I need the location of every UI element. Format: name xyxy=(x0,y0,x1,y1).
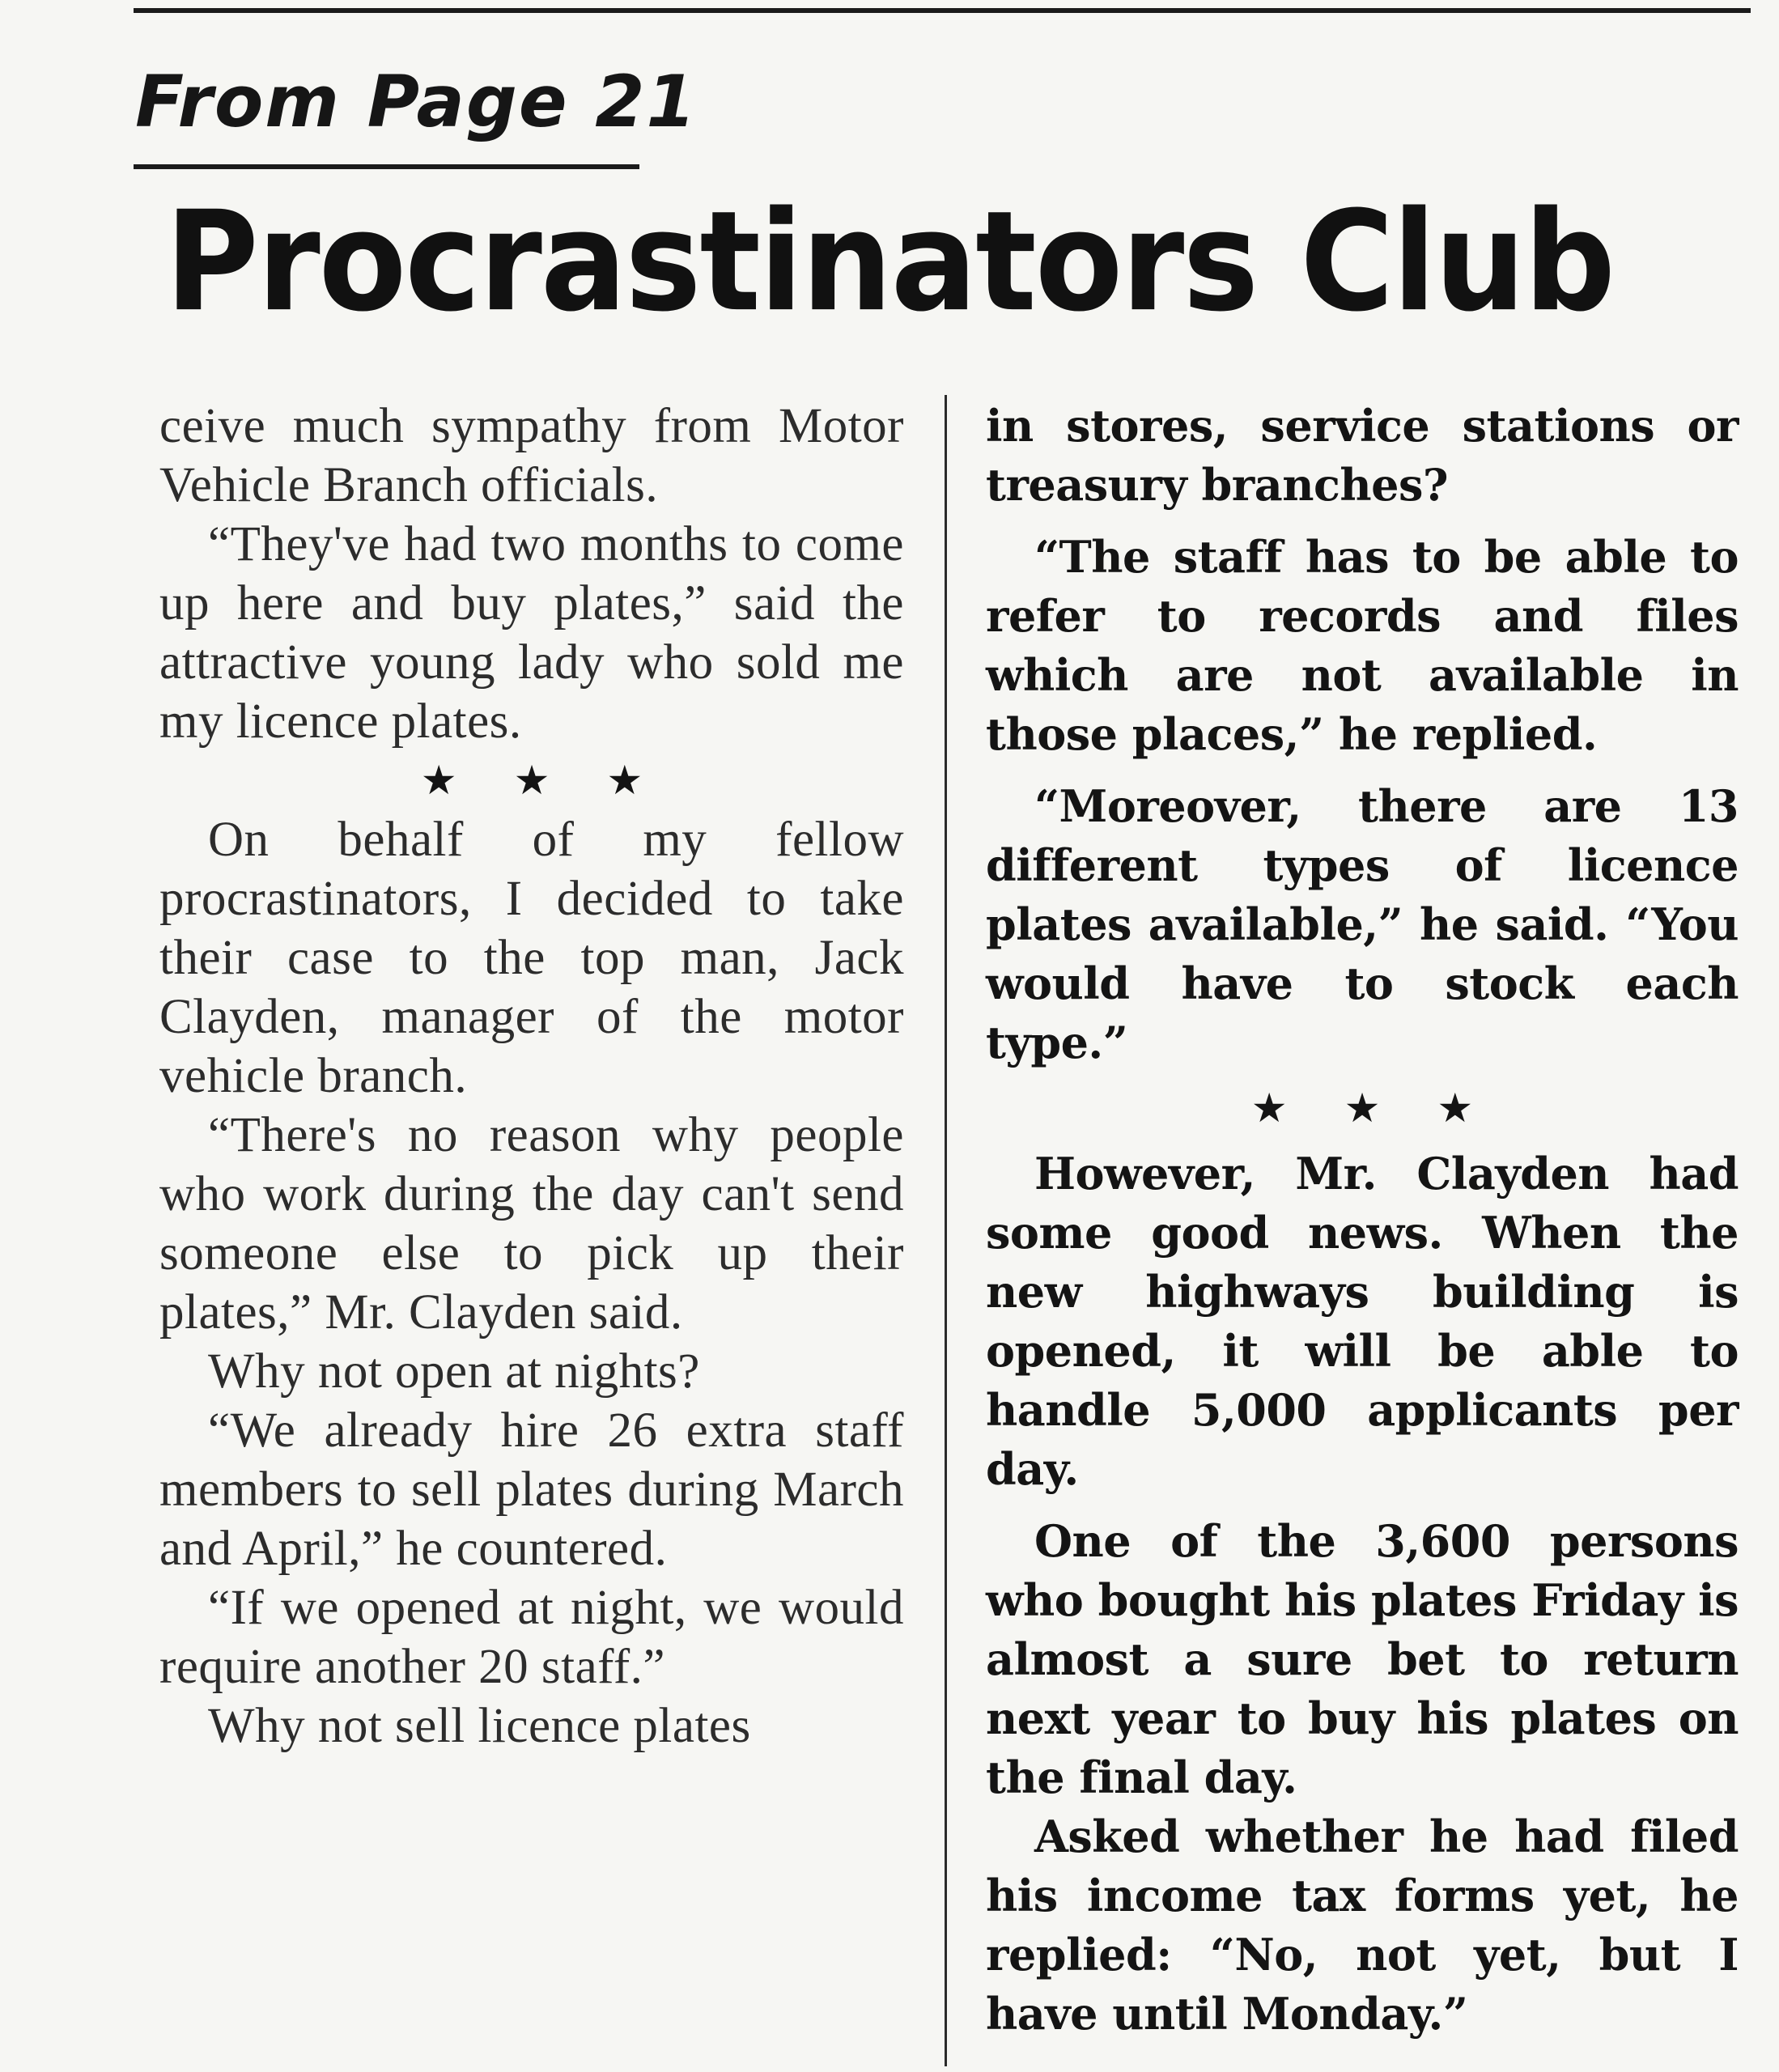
headline: Procrastinators Club xyxy=(164,181,1615,343)
body-paragraph: One of the 3,600 persons who bought his plates Friday is almost a sure bet to return next year to buy his plates on the final day. xyxy=(986,1515,1739,1803)
body-paragraph: “There's no reason why people who work during the day can't send someone else to pick up their plates,” Mr. Clayden said. xyxy=(159,1108,904,1340)
body-paragraph: On behalf of my fellow procrastinators, I decided to take their case to the top man, Jack Clayden, manager of the motor vehicle branch. xyxy=(159,813,904,1103)
top-rule xyxy=(134,8,1751,13)
body-paragraph: Why not sell licence plates xyxy=(208,1699,751,1753)
star-separator: ★★★ xyxy=(420,757,700,804)
body-paragraph: “If we opened at night, we would require another 20 staff.” xyxy=(159,1581,904,1694)
body-paragraph: However, Mr. Clayden had some good news. When the new highways building is opened, it will be able to handle 5,000 applicants per day. xyxy=(986,1148,1739,1495)
kicker-underline xyxy=(134,164,639,169)
body-paragraph: Asked whether he had filed his income tax forms yet, he replied: “No, not yet, but I have until Monday.” xyxy=(986,1811,1739,2040)
body-paragraph: “We already hire 26 extra staff members to sell plates during March and April,” he countered. xyxy=(159,1403,904,1576)
column-rule xyxy=(945,395,947,2066)
star-separator: ★★★ xyxy=(1250,1085,1531,1132)
body-paragraph: ceive much sympathy from Motor Vehicle Branch officials. xyxy=(159,399,904,512)
right-column xyxy=(986,397,1739,2044)
body-paragraph: in stores, service stations or treasury branches? xyxy=(986,400,1739,511)
kicker: From Page 21 xyxy=(135,60,698,143)
left-column xyxy=(159,397,904,1756)
body-paragraph: “The staff has to be able to refer to records and files which are not available in those places,” he replied. xyxy=(986,531,1739,760)
body-paragraph: “Moreover, there are 13 different types of licence plates available,” he said. “You would have to stock each type.” xyxy=(986,780,1739,1068)
body-paragraph: Why not open at nights? xyxy=(208,1344,700,1399)
body-paragraph: “They've had two months to come up here and buy plates,” said the attractive young lady who sold me my licence plates. xyxy=(159,517,904,749)
